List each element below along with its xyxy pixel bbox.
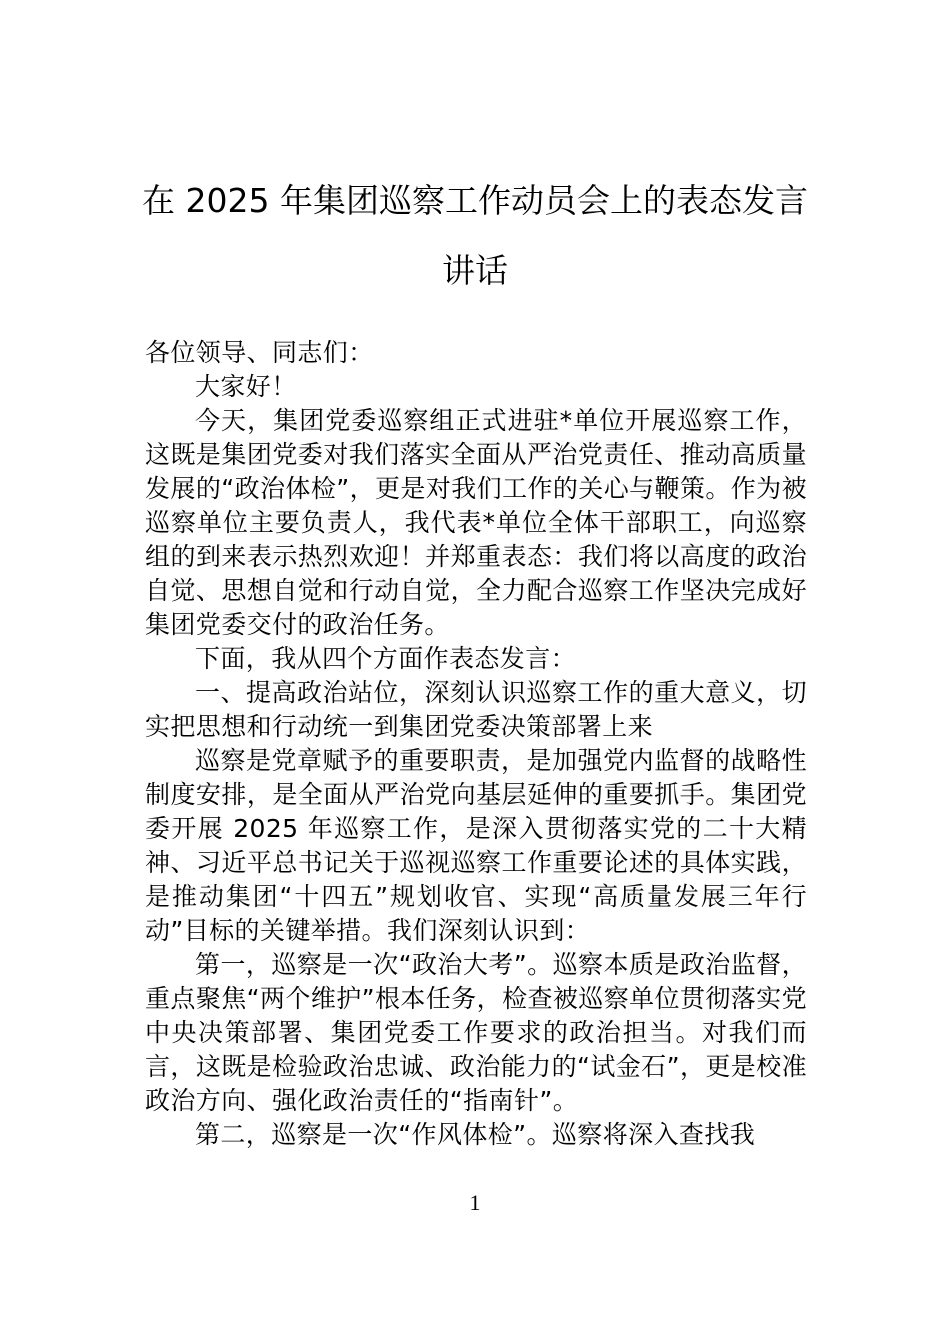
document-body bbox=[145, 336, 807, 1152]
section-heading-1: 一、提高政治站位，深刻认识巡察工作的重大意义，切实把思想和行动统一到集团党委决策部署上来 bbox=[145, 678, 807, 741]
greeting-paragraph: 大家好！ bbox=[195, 372, 297, 401]
point-1-paragraph: 第一，巡察是一次“政治大考”。巡察本质是政治监督，重点聚焦“两个维护”根本任务，检查被巡察单位贯彻落实党中央决策部署、集团党委工作要求的政治担当。对我们而言，这既是检验政治忠诚、政治能力的“试金石”，更是校准政治方向、强化政治责任的“指南针”。 bbox=[145, 950, 807, 1115]
intro-paragraph: 今天，集团党委巡察组正式进驻*单位开展巡察工作，这既是集团党委对我们落实全面从严治党责任、推动高质量发展的“政治体检”，更是对我们工作的关心与鞭策。作为被巡察单位主要负责人，我代表*单位全体干部职工，向巡察组的到来表示热烈欢迎！并郑重表态：我们将以高度的政治自觉、思想自觉和行动自觉，全力配合巡察工作坚决完成好集团党委交付的政治任务。 bbox=[145, 406, 807, 639]
salutation: 各位领导、同志们： bbox=[145, 338, 374, 367]
outline-paragraph: 下面，我从四个方面作表态发言： bbox=[195, 644, 577, 673]
point-2-paragraph: 第二，巡察是一次“作风体检”。巡察将深入查找我 bbox=[195, 1120, 756, 1149]
section-1-paragraph: 巡察是党章赋予的重要职责，是加强党内监督的战略性制度安排，是全面从严治党向基层延伸的重要抓手。集团党委开展 2025 年巡察工作，是深入贯彻落实党的二十大精神、习近平总书记关于巡视巡察工作重要论述的具体实践，是推动集团“十四五”规划收官、实现“高质量发展三年行动”目标的关键举措。我们深刻认识到： bbox=[145, 746, 807, 945]
page-number: 1 bbox=[469, 1190, 481, 1215]
document-title: 在 2025 年集团巡察工作动员会上的表态发言讲话 bbox=[142, 181, 808, 290]
